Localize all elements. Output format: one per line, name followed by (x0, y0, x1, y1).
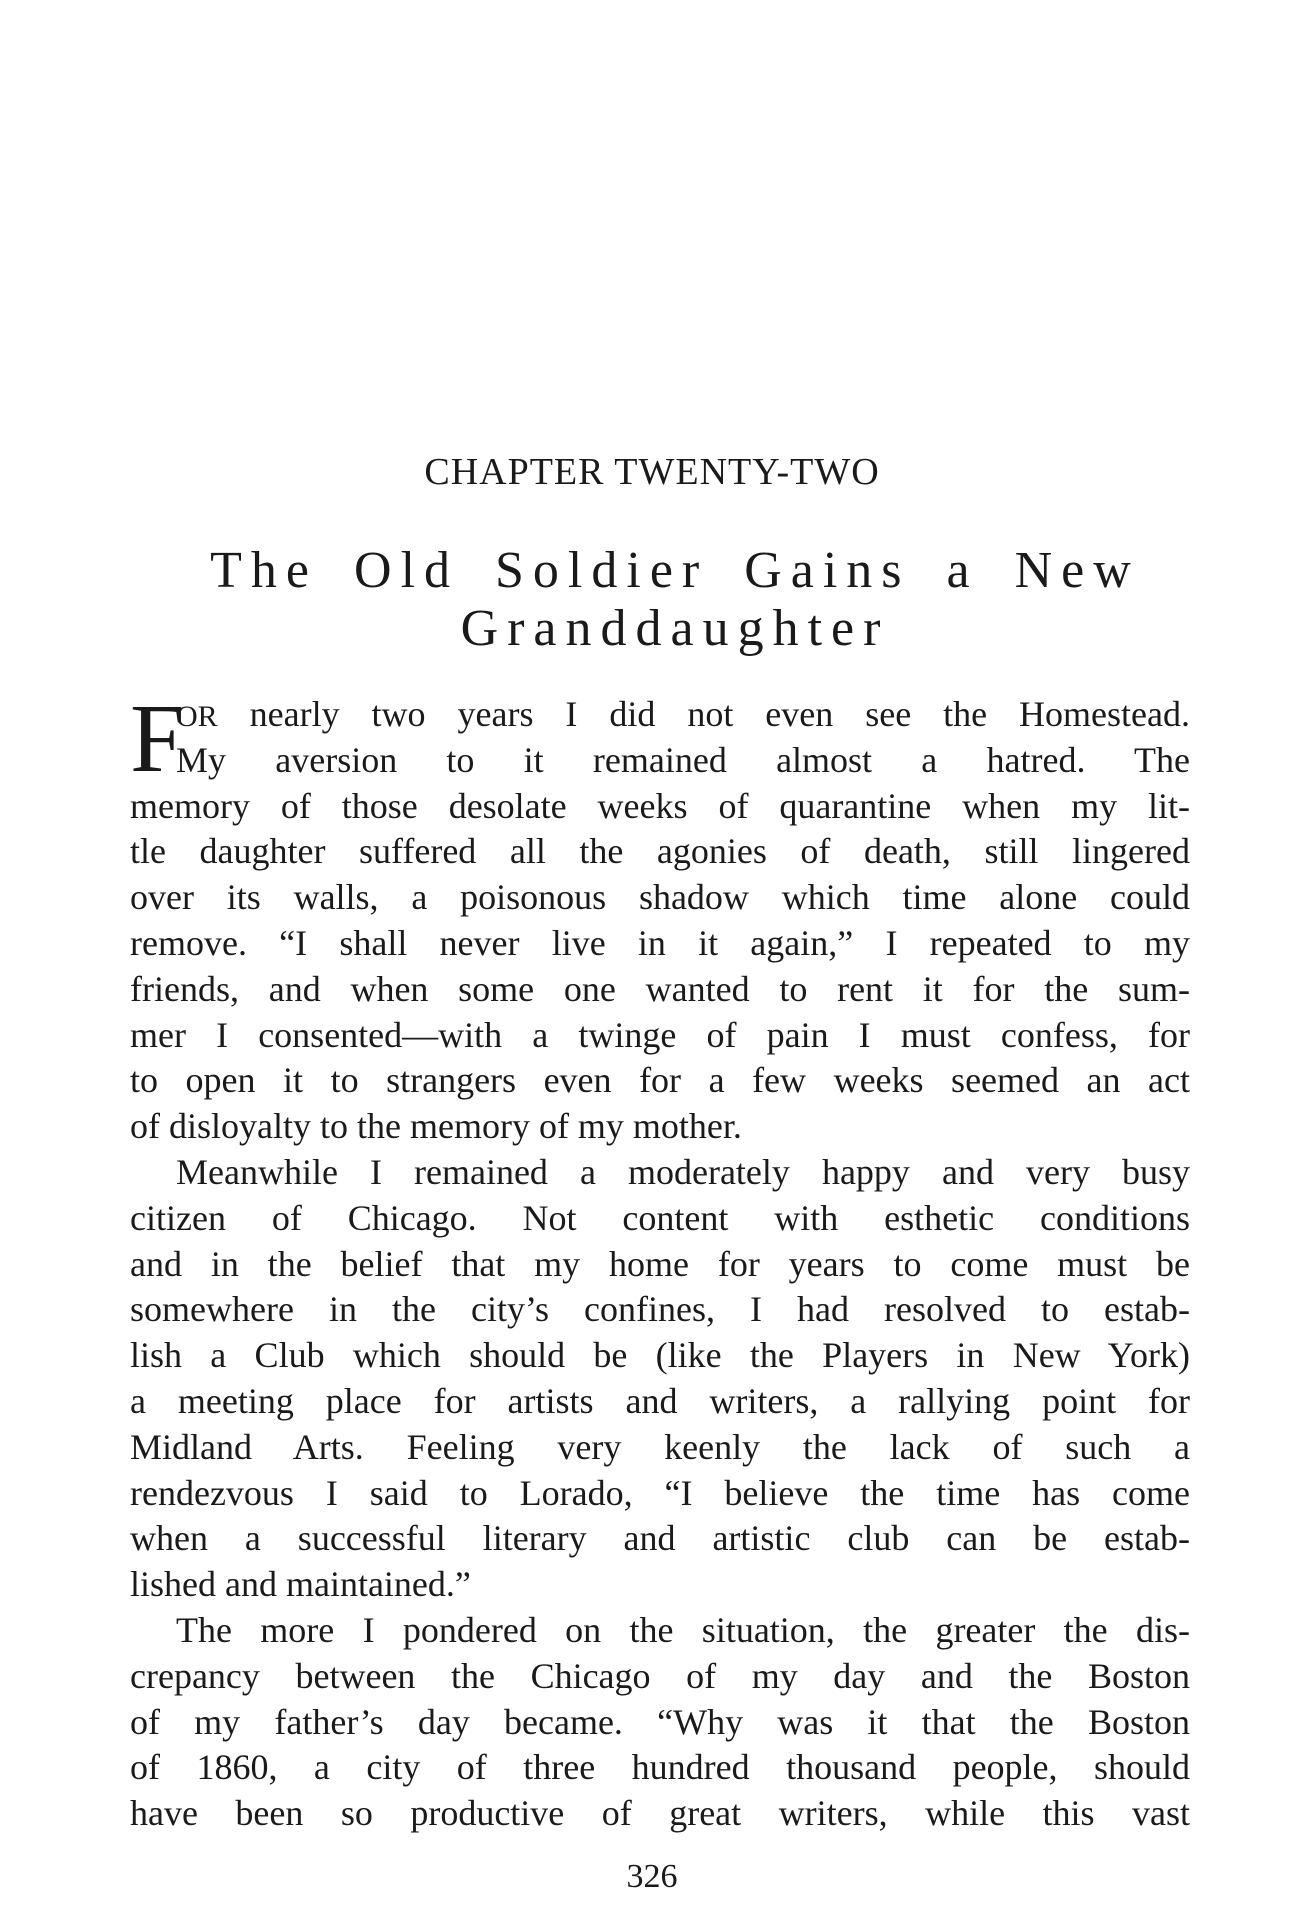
first-line-rest: nearly two years I did not even see the Homestead. (249, 694, 1191, 734)
text-line: Meanwhile I remained a moderately happy and very busy (176, 1151, 1190, 1192)
text-line: memory of those desolate weeks of quarantine when my lit- (130, 785, 1190, 826)
drop-cap: F (130, 685, 185, 793)
chapter-title-line-1: The Old Soldier Gains a New (210, 542, 1140, 599)
text-line: mer I consented—with a twinge of pain I must confess, for (130, 1014, 1190, 1055)
text-line: lished and maintained.” (130, 1564, 471, 1605)
drop-cap-small-caps: OR (176, 700, 218, 733)
text-line (130, 692, 1190, 738)
chapter-title-line-2: Granddaughter (460, 600, 890, 657)
text-line: The more I pondered on the situation, the greater the dis- (176, 1609, 1190, 1650)
text-line: crepancy between the Chicago of my day and the Boston (130, 1655, 1190, 1696)
text-line: to open it to strangers even for a few weeks seemed an act (130, 1060, 1190, 1101)
text-line: have been so productive of great writers, while this vast (130, 1793, 1190, 1834)
text-line: of disloyalty to the memory of my mother. (130, 1106, 742, 1147)
text-line: Midland Arts. Feeling very keenly the lack of such a (130, 1426, 1190, 1467)
chapter-title (170, 542, 1180, 658)
text-line: friends, and when some one wanted to rent it for the sum- (130, 968, 1190, 1009)
page-number: 326 (626, 1858, 678, 1895)
text-line: over its walls, a poisonous shadow which time alone could (130, 877, 1190, 918)
text-line: lish a Club which should be (like the Players in New York) (130, 1335, 1190, 1376)
text-line: when a successful literary and artistic club can be estab- (130, 1518, 1190, 1559)
text-line: My aversion to it remained almost a hatred. The (176, 739, 1190, 780)
body-text (130, 685, 1191, 1837)
text-line: tle daughter suffered all the agonies of death, still lingered (130, 831, 1190, 872)
text-line: of 1860, a city of three hundred thousand people, should (130, 1747, 1190, 1788)
text-line: remove. “I shall never live in it again,” I repeated to my (130, 922, 1190, 963)
text-line: somewhere in the city’s confines, I had resolved to estab- (130, 1289, 1190, 1330)
text-line: a meeting place for artists and writers, a rallying point for (130, 1380, 1190, 1421)
text-line: rendezvous I said to Lorado, “I believe the time has come (130, 1472, 1190, 1513)
text-line: of my father’s day became. “Why was it that the Boston (130, 1701, 1190, 1742)
text-line: and in the belief that my home for years to come must be (130, 1243, 1190, 1284)
chapter-label: CHAPTER TWENTY-TWO (424, 451, 880, 493)
text-line: citizen of Chicago. Not content with esthetic conditions (130, 1197, 1190, 1238)
